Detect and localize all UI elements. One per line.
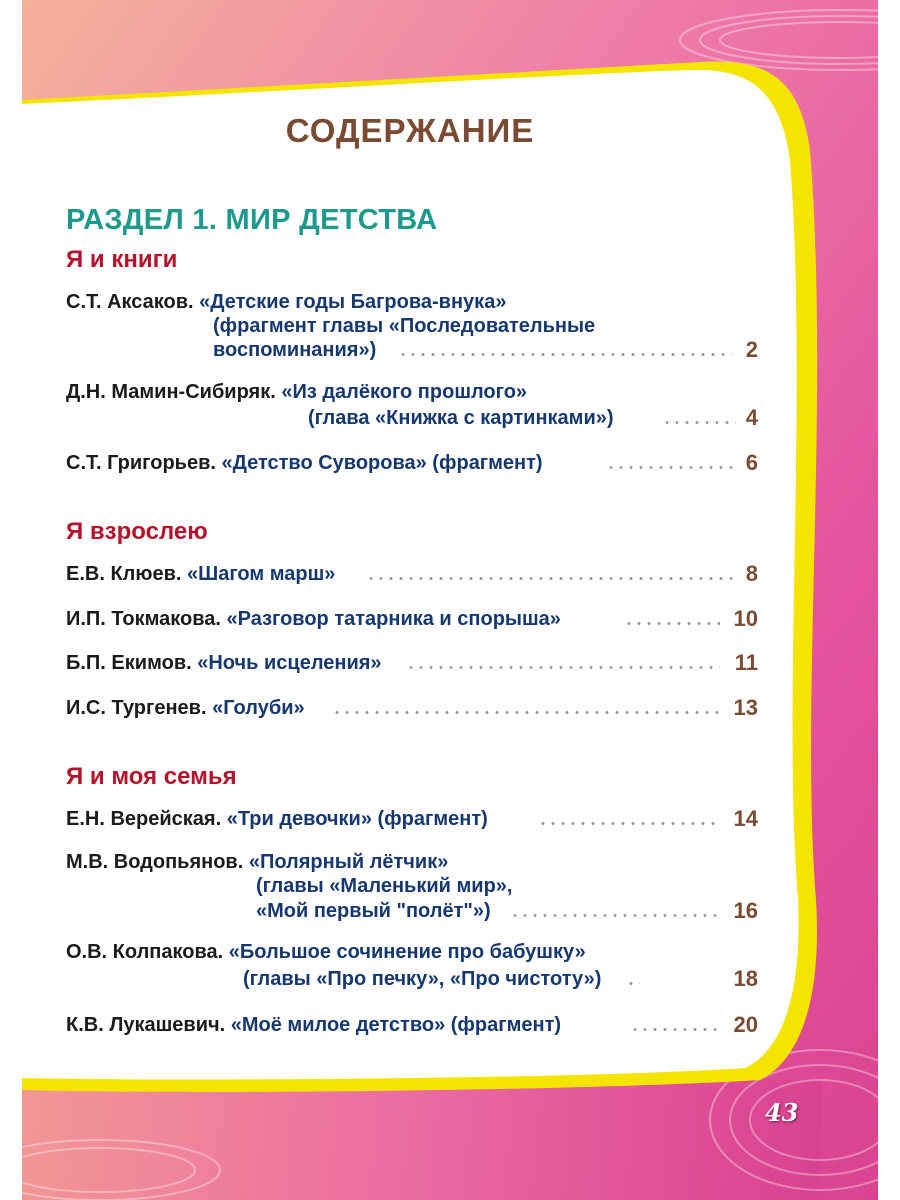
entry-title: «Разговор татарника и спорыша» bbox=[226, 608, 561, 630]
entry-title: (главы «Про печку», «Про чистоту») bbox=[243, 968, 602, 990]
entry-title: «Шагом марш» bbox=[186, 563, 336, 585]
entry-author: И.П. Токмакова. bbox=[66, 608, 221, 630]
entry-title: воспоминания») bbox=[213, 339, 377, 361]
page-number: 20 bbox=[733, 1012, 758, 1037]
dot-leader bbox=[606, 466, 736, 469]
dot-leader bbox=[366, 577, 736, 580]
page-number: 2 bbox=[745, 337, 758, 362]
page-number: 10 bbox=[733, 606, 758, 631]
dot-leader bbox=[630, 1028, 720, 1031]
dot-leader bbox=[624, 622, 720, 625]
toc-entry[interactable] bbox=[0, 850, 900, 923]
dot-leader bbox=[510, 914, 720, 917]
entry-author: Д.Н. Мамин-Сибиряк. bbox=[66, 381, 276, 403]
entry-title: «Детские годы Багрова-внука» bbox=[199, 291, 507, 313]
dot-leader bbox=[332, 711, 720, 714]
toc-entry[interactable] bbox=[0, 562, 900, 602]
toc-entry[interactable] bbox=[0, 696, 900, 736]
entry-author: К.В. Лукашевич. bbox=[66, 1014, 226, 1036]
entry-author: И.С. Тургенев. bbox=[66, 697, 207, 719]
entry-title: (главы «Маленький мир», bbox=[256, 875, 513, 897]
page-number: 16 bbox=[733, 898, 758, 923]
subsection-heading: Я и книги bbox=[66, 246, 178, 273]
entry-title: «Три девочки» (фрагмент) bbox=[226, 808, 488, 830]
entry-title: «Моё милое детство» (фрагмент) bbox=[230, 1014, 562, 1036]
dot-leader bbox=[538, 822, 720, 825]
subsection-heading: Я взрослею bbox=[66, 518, 208, 545]
toc-entry[interactable] bbox=[0, 451, 900, 491]
entry-author: С.Т. Григорьев. bbox=[66, 452, 216, 474]
entry-title: «Из далёкого прошлого» bbox=[281, 381, 528, 403]
entry-author: С.Т. Аксаков. bbox=[66, 291, 194, 313]
dot-leader bbox=[398, 353, 732, 356]
page-number: 6 bbox=[745, 450, 758, 475]
toc-entry[interactable] bbox=[0, 1013, 900, 1053]
toc-entry[interactable] bbox=[0, 807, 900, 847]
subsection-heading: Я и моя семья bbox=[66, 763, 237, 790]
page-number: 18 bbox=[733, 966, 758, 991]
entry-title: «Мой первый "полёт"») bbox=[256, 900, 491, 922]
entry-author: Е.В. Клюев. bbox=[66, 563, 182, 585]
entry-title: «Детство Суворова» (фрагмент) bbox=[221, 452, 543, 474]
page-number: 8 bbox=[745, 561, 758, 586]
dot-leader bbox=[626, 982, 640, 985]
entry-title: «Ночь исцеления» bbox=[197, 652, 382, 674]
entry-author: М.В. Водопьянов. bbox=[66, 851, 244, 873]
entry-title: «Полярный лётчик» bbox=[248, 851, 449, 873]
page-title: СОДЕРЖАНИЕ bbox=[285, 112, 535, 149]
section-heading: РАЗДЕЛ 1. МИР ДЕТСТВА bbox=[66, 204, 438, 236]
toc-entry[interactable] bbox=[0, 607, 900, 647]
toc-entry[interactable] bbox=[0, 940, 900, 991]
page-number: 13 bbox=[733, 695, 758, 720]
dot-leader bbox=[406, 666, 720, 669]
page-number: 4 bbox=[745, 405, 758, 430]
entry-title: «Большое сочинение про бабушку» bbox=[228, 941, 586, 963]
entry-title: (фрагмент главы «Последовательные bbox=[213, 315, 596, 337]
page-number: 11 bbox=[734, 650, 758, 675]
toc-entry[interactable] bbox=[0, 290, 900, 362]
folio-page-number: 43 bbox=[765, 1098, 799, 1127]
entry-author: О.В. Колпакова. bbox=[66, 941, 224, 963]
entry-author: Б.П. Екимов. bbox=[66, 652, 192, 674]
entry-title: «Голуби» bbox=[212, 697, 305, 719]
page-number: 14 bbox=[733, 806, 758, 831]
entry-title: (глава «Книжка с картинками») bbox=[308, 407, 614, 429]
toc-entry[interactable] bbox=[0, 651, 900, 691]
entry-author: Е.Н. Верейская. bbox=[66, 808, 222, 830]
toc-entry[interactable] bbox=[0, 380, 900, 430]
